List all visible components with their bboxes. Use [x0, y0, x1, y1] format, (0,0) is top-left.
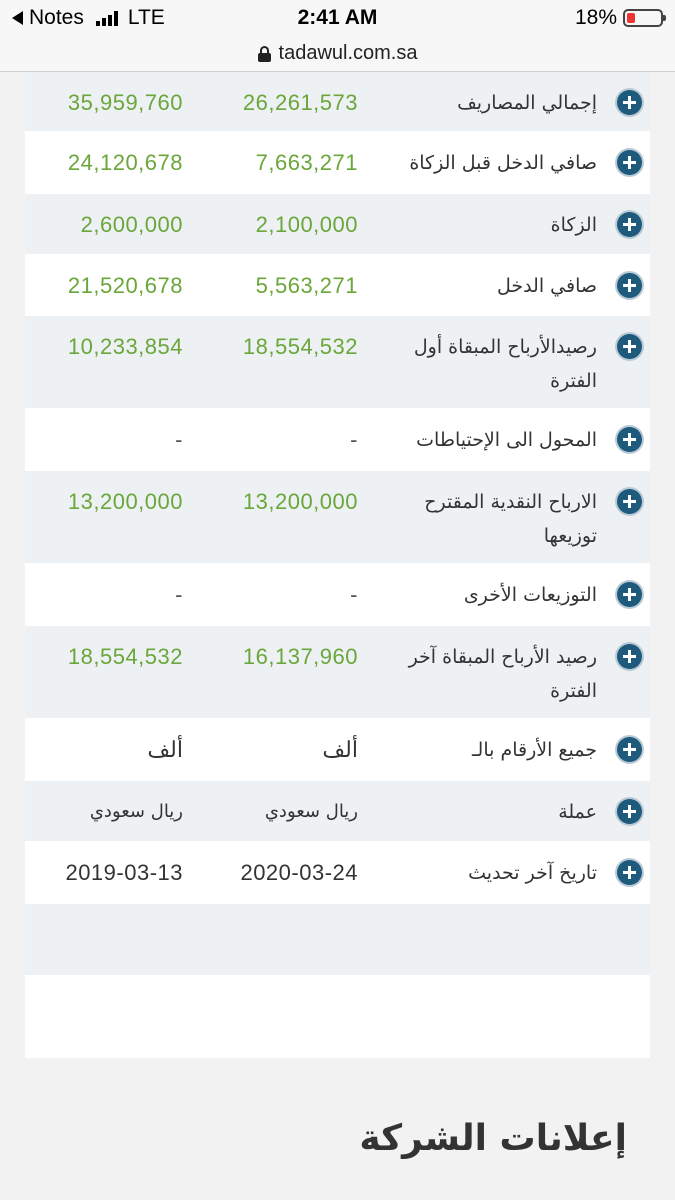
row-label: صافي الدخل قبل الزكاة	[409, 152, 597, 174]
value-2019: 21,520,678	[67, 273, 183, 298]
table-row	[25, 255, 650, 316]
value-2020: 2,100,000	[255, 212, 358, 237]
value-2020: 26,261,573	[242, 90, 358, 115]
expand-plus-icon[interactable]	[617, 489, 642, 514]
value-2019: -	[175, 427, 183, 452]
expand-plus-icon[interactable]	[617, 582, 642, 607]
expand-plus-icon[interactable]	[617, 212, 642, 237]
value-2019: 13,200,000	[67, 489, 183, 514]
row-label: إجمالي المصاريف	[457, 92, 597, 114]
url-text: tadawul.com.sa	[278, 42, 418, 64]
value-2020: ألف	[322, 737, 358, 762]
expand-plus-icon[interactable]	[617, 644, 642, 669]
back-app-label: Notes	[29, 6, 84, 29]
value-2019: ريال سعودي	[89, 801, 183, 822]
row-label: التوزيعات الأخرى	[463, 584, 597, 606]
table-row	[25, 719, 650, 781]
row-label: جميع الأرقام بالـ	[471, 739, 597, 761]
value-2020: 13,200,000	[242, 489, 358, 514]
expand-plus-icon[interactable]	[617, 90, 642, 115]
value-2020: 16,137,960	[242, 644, 358, 669]
value-2019: 24,120,678	[67, 150, 183, 175]
value-2019: 2019-03-13	[65, 860, 183, 885]
row-label: صافي الدخل	[496, 275, 597, 297]
battery-fill	[627, 13, 635, 23]
status-bar	[0, 0, 675, 36]
table-row	[25, 626, 650, 719]
expand-plus-icon[interactable]	[617, 737, 642, 762]
row-label: الارباح النقدية المقترح توزيعها	[424, 491, 597, 547]
value-2019: 2,600,000	[80, 212, 183, 237]
table-row	[25, 781, 650, 842]
value-2020: 5,563,271	[255, 273, 358, 298]
value-2020: -	[350, 427, 358, 452]
expand-plus-icon[interactable]	[617, 334, 642, 359]
lock-icon	[258, 46, 271, 62]
value-2020: -	[350, 582, 358, 607]
row-label: الزكاة	[550, 214, 597, 236]
network-label: LTE	[127, 6, 165, 29]
table-row	[25, 316, 650, 409]
expand-plus-icon[interactable]	[617, 799, 642, 824]
battery-icon	[623, 9, 663, 27]
table-row	[25, 842, 650, 904]
value-2020: 7,663,271	[255, 150, 358, 175]
value-2020: ريال سعودي	[264, 801, 358, 822]
row-label: رصيدالأرباح المبقاة أول الفترة	[413, 336, 597, 392]
table-footer-row	[25, 904, 650, 976]
table-row	[25, 471, 650, 564]
value-2019: ألف	[147, 737, 183, 762]
value-2019: 35,959,760	[67, 90, 183, 115]
clock: 2:41 AM	[297, 6, 378, 29]
section-heading: إعلانات الشركة	[359, 1118, 627, 1159]
expand-plus-icon[interactable]	[617, 860, 642, 885]
table-row	[25, 132, 650, 194]
row-label: رصيد الأرباح المبقاة آخر الفترة	[408, 646, 597, 702]
financial-table	[25, 72, 650, 1058]
value-2019: 10,233,854	[67, 334, 183, 359]
row-label: المحول الى الإحتياطات	[416, 429, 597, 451]
table-row	[25, 72, 650, 132]
value-2019: -	[175, 582, 183, 607]
battery-percent: 18%	[574, 6, 617, 29]
address-bar[interactable]	[0, 36, 675, 72]
table-spacer	[25, 976, 650, 1058]
expand-plus-icon[interactable]	[617, 427, 642, 452]
expand-plus-icon[interactable]	[617, 273, 642, 298]
value-2019: 18,554,532	[67, 644, 183, 669]
expand-plus-icon[interactable]	[617, 150, 642, 175]
table-row	[25, 564, 650, 626]
value-2020: 2020-03-24	[240, 860, 358, 885]
value-2020: 18,554,532	[242, 334, 358, 359]
table-row	[25, 409, 650, 471]
row-label: تاريخ آخر تحديث	[468, 862, 597, 884]
table-row	[25, 194, 650, 255]
row-label: عملة	[558, 801, 597, 823]
